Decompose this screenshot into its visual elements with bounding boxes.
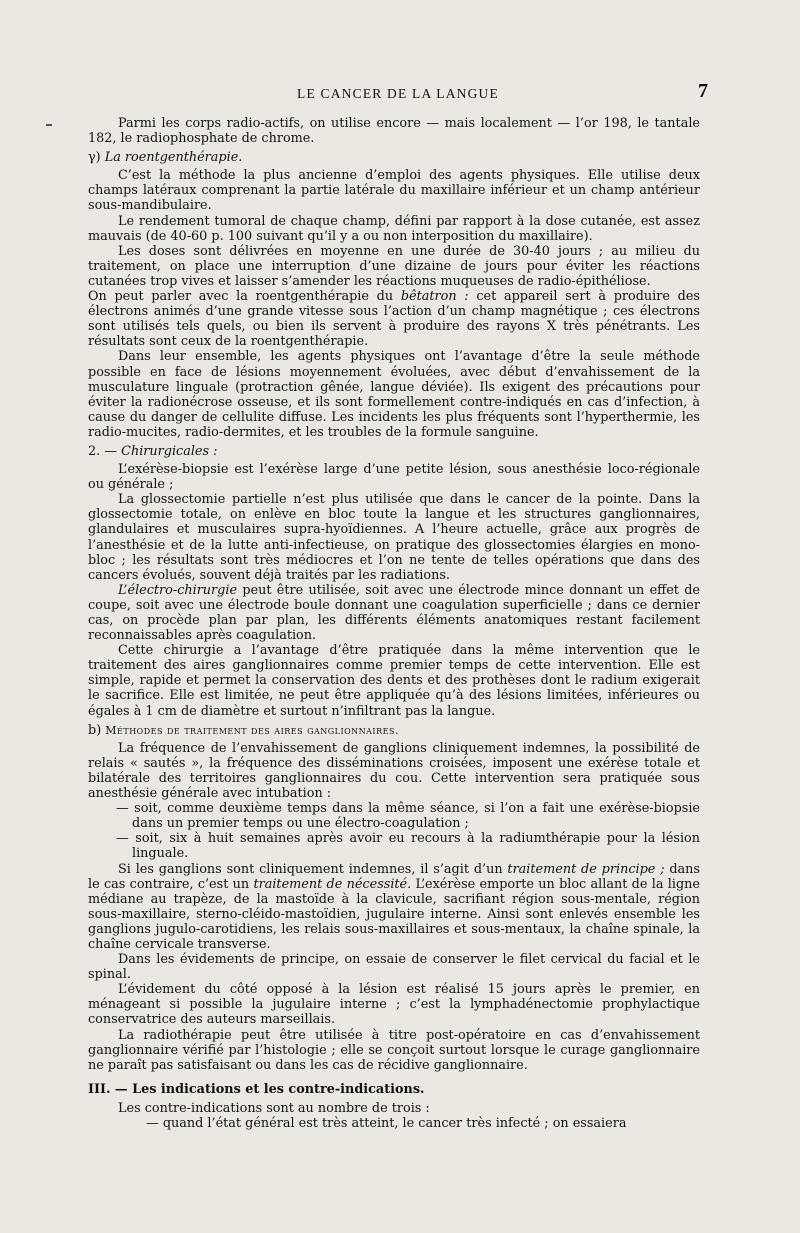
paragraph (88, 289, 700, 349)
text-run: Si les ganglions sont cliniquement indemnes, il s’agit d’un (118, 861, 508, 877)
list-item: — quand l’état général est très atteint, le cancer très infecté ; on essaiera (146, 1116, 627, 1131)
text-run: L’exérèse emporte un bloc allant de la ligne médiane au trapèze, de la mastoïde à la clavicule, sacrifiant région sous-mentale, région sous-maxillaire, sterno-cléido-mastoïdien, jugulaire interne. Ainsi sont enlevés ensemble les ganglions jugulo-carotidiens, les relais sous-maxillaires et sous-mentaux, la chaîne spinale, la chaîne cervicale transverse. (88, 876, 700, 952)
list-item: — soit, six à huit semaines après avoir eu recours à la radiumthérapie pour la lésion linguale. (116, 831, 700, 862)
paragraph: L’évidement du côté opposé à la lésion est réalisé 15 jours après le premier, en ménageant si possible la jugulaire interne ; c’est la lymphadénectomie prophylactique conservatrice des auteurs marseillais. (88, 982, 700, 1028)
section-heading-indications: III. — Les indications et les contre-indications. (88, 1081, 425, 1097)
paragraph: Les doses sont délivrées en moyenne en une durée de 30-40 jours ; au milieu du traitement, on place une interruption d’une dizaine de jours pour éviter les réactions cutanées trop vives et laisser s’amender les réactions muqueuses de radio-épithéliose. (88, 243, 700, 289)
list-item: — soit, comme deuxième temps dans la même séance, si l’on a fait une exérèse-biopsie dans un premier temps ou une électro-coagulation ; (116, 801, 700, 832)
paragraph: Le rendement tumoral de chaque champ, défini par rapport à la dose cutanée, est assez mauvais (de 40-60 p. 100 suivant qu’il y a ou non interposition du maxillaire). (88, 213, 700, 244)
text-run: dans le cas contraire, c’est un (88, 861, 700, 892)
section-heading-roentgentherapie (88, 150, 700, 165)
italic-term: L’électro-chirurgie (118, 582, 238, 598)
text-run: peut être utilisée, soit avec une électrode mince donnant un effet de coupe, soit avec une électrode boule donnant une coagulation superficielle ; dans ce dernier cas, on procède plan par plan, les différents éléments anatomiques restant facilement reconnaissables après coagulation. (88, 582, 700, 644)
paragraph: Dans leur ensemble, les agents physiques ont l’avantage d’être la seule méthode possible en face de lésions moyennement évoluées, avec début d’envahissement de la musculature linguale (protraction gênée, langue déviée). Ils exigent des précautions pour éviter la radionécrose osseuse, et ils sont formellement contre-indiqués en cas d’infection, à cause du danger de cellulite diffuse. Les incidents les plus fréquents sont l’hyperthermie, les radio-mucites, radio-dermites, et les troubles de la formule sanguine. (88, 349, 700, 440)
italic-term: bêtatron : (400, 289, 469, 305)
paragraph: La radiothérapie peut être utilisée à titre post-opératoire en cas d’envahissement ganglionnaire vérifié par l’histologie ; elle se conçoit surtout lorsque le curage ganglionnaire ne paraît pas satisfaisant ou dans les cas de récidive ganglionnaire. (88, 1027, 700, 1073)
heading-marker: 2. — (88, 443, 118, 459)
heading-title: Chirurgicales : (121, 443, 218, 459)
paragraph: Dans les évidements de principe, on essaie de conserver le filet cervical du facial et le spinal. (88, 952, 700, 983)
running-title: LE CANCER DE LA LANGUE (297, 86, 499, 101)
page-number: 7 (698, 80, 708, 102)
paragraph (88, 583, 700, 643)
body-text (88, 116, 700, 1131)
page-header (88, 80, 708, 108)
paragraph: La glossectomie partielle n’est plus utilisée que dans le cancer de la pointe. Dans la glossectomie totale, on enlève en bloc toute la langue et les structures ganglionnaires, glandulaires et musculaires supra-hyoïdiennes. A l’heure actuelle, grâce aux progrès de l’anesthésie et de la lutte anti-infectieuse, on pratique des glossectomies élargies en mono-bloc ; les résultats sont très médiocres et l’on ne tente de telles opérations que dans des cancers évolués, souvent déjà traités par les radiations. (88, 492, 700, 583)
paragraph: Les contre-indications sont au nombre de trois : (118, 1100, 430, 1116)
italic-term: traitement de principe ; (507, 861, 665, 877)
paragraph (88, 862, 700, 953)
italic-term: traitement de nécessité. (253, 876, 412, 892)
heading-title: La roentgenthérapie. (104, 150, 243, 166)
section-heading-chirurgicales (88, 444, 700, 459)
paragraph: C’est la méthode la plus ancienne d’emploi des agents physiques. Elle utilise deux champs latéraux comprenant la partie latérale du maxillaire inférieur et un champ antérieur sous-mandibulaire. (88, 168, 700, 214)
paragraph: L’exérèse-biopsie est l’exérèse large d’une petite lésion, sous anesthésie loco-régionale ou générale ; (88, 462, 700, 493)
section-heading-methodes (88, 723, 700, 738)
heading-title: Méthodes de traitement des aires ganglionnaires. (105, 723, 399, 737)
heading-marker: γ) (88, 150, 101, 166)
heading-marker: b) (88, 722, 102, 738)
paragraph: Parmi les corps radio-actifs, on utilise encore — mais localement — l’or 198, le tantale 182, le radiophosphate de chrome. (88, 116, 700, 147)
text-run: On peut parler avec la roentgenthérapie du (88, 289, 401, 305)
margin-mark (46, 124, 52, 126)
text-run: cet appareil sert à produire des électrons animés d’une grande vitesse sous l’action d’un champ magnétique ; ces électrons sont utilisés tels quels, ou bien ils servent à produire des rayons X très pénétrants. Les résultats sont ceux de la roentgenthérapie. (88, 289, 701, 350)
paragraph: Cette chirurgie a l’avantage d’être pratiquée dans la même intervention que le traitement des aires ganglionnaires comme premier temps de cette intervention. Elle est simple, rapide et permet la conservation des dents et des prothèses dont le radium exigerait le sacrifice. Elle est limitée, ne peut être appliquée qu’à des lésions limitées, inférieures ou égales à 1 cm de diamètre et surtout n’infiltrant pas la langue. (88, 643, 700, 719)
paragraph: La fréquence de l’envahissement de ganglions cliniquement indemnes, la possibilité de relais « sautés », la fréquence des disséminations croisées, imposent une exérèse totale et bilatérale des territoires ganglionnaires du cou. Cette intervention sera pratiquée sous anesthésie générale avec intubation : (88, 740, 700, 802)
